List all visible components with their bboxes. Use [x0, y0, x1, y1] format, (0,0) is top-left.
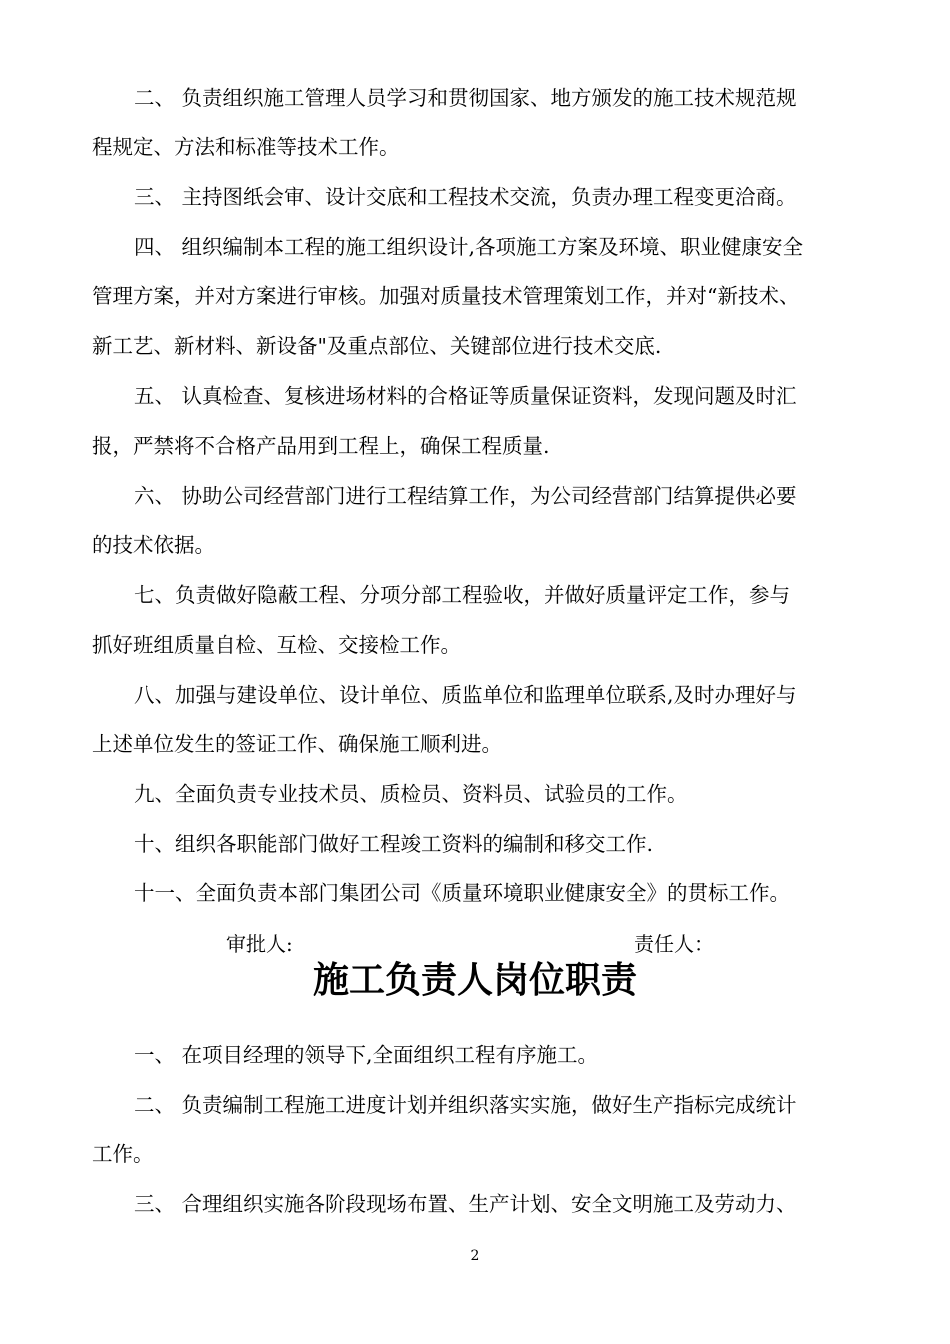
paragraph-11-line-1: 十一、全面负责本部门集团公司《质量环境职业健康安全》的贯标工作。	[134, 881, 790, 905]
section-title: 施工负责人岗位职责	[312, 959, 637, 1001]
paragraph-7-line-1: 七、负责做好隐蔽工程、分项分部工程验收，并做好质量评定工作，参与	[134, 583, 790, 607]
paragraph-9-line-1: 九、全面负责专业技术员、质检员、资料员、试验员的工作。	[134, 782, 688, 806]
duty-2-line-2: 工作。	[92, 1142, 154, 1166]
paragraph-8-line-2: 上述单位发生的签证工作、确保施工顺利进。	[92, 732, 502, 756]
paragraph-4-line-3: 新工艺、新材料、新设备"及重点部位、关键部位进行技术交底.	[92, 334, 662, 358]
duty-3-line-1: 三、 合理组织实施各阶段现场布置、生产计划、安全文明施工及劳动力、	[134, 1192, 797, 1216]
paragraph-6-line-1: 六、 协助公司经营部门进行工程结算工作，为公司经营部门结算提供必要	[134, 484, 797, 508]
paragraph-3-line-1: 三、 主持图纸会审、设计交底和工程技术交流，负责办理工程变更洽商。	[134, 185, 797, 209]
approver-label: 审批人:	[226, 932, 293, 956]
paragraph-2-line-1: 二、 负责组织施工管理人员学习和贯彻国家、地方颁发的施工技术规范规	[134, 86, 797, 110]
paragraph-6-line-2: 的技术依据。	[92, 533, 215, 557]
page-number: 2	[470, 1248, 480, 1264]
paragraph-5-line-2: 报，严禁将不合格产品用到工程上，确保工程质量.	[92, 434, 550, 458]
duty-1-line-1: 一、 在项目经理的领导下,全面组织工程有序施工。	[134, 1043, 599, 1067]
duty-2-line-1: 二、 负责编制工程施工进度计划并组织落实实施，做好生产指标完成统计	[134, 1093, 797, 1117]
paragraph-2-line-2: 程规定、方法和标准等技术工作。	[92, 135, 400, 159]
paragraph-10-line-1: 十、组织各职能部门做好工程竣工资料的编制和移交工作.	[134, 832, 654, 856]
paragraph-4-line-1: 四、 组织编制本工程的施工组织设计,各项施工方案及环境、职业健康安全	[134, 235, 804, 259]
paragraph-4-line-2: 管理方案，并对方案进行审核。加强对质量技术管理策划工作，并对“新技术、	[92, 284, 800, 308]
paragraph-7-line-2: 抓好班组质量自检、互检、交接检工作。	[92, 633, 461, 657]
paragraph-5-line-1: 五、 认真检查、复核进场材料的合格证等质量保证资料，发现问题及时汇	[134, 384, 797, 408]
responsible-person-label: 责任人：	[634, 932, 714, 956]
paragraph-8-line-1: 八、加强与建设单位、设计单位、质监单位和监理单位联系,及时办理好与	[134, 683, 797, 707]
